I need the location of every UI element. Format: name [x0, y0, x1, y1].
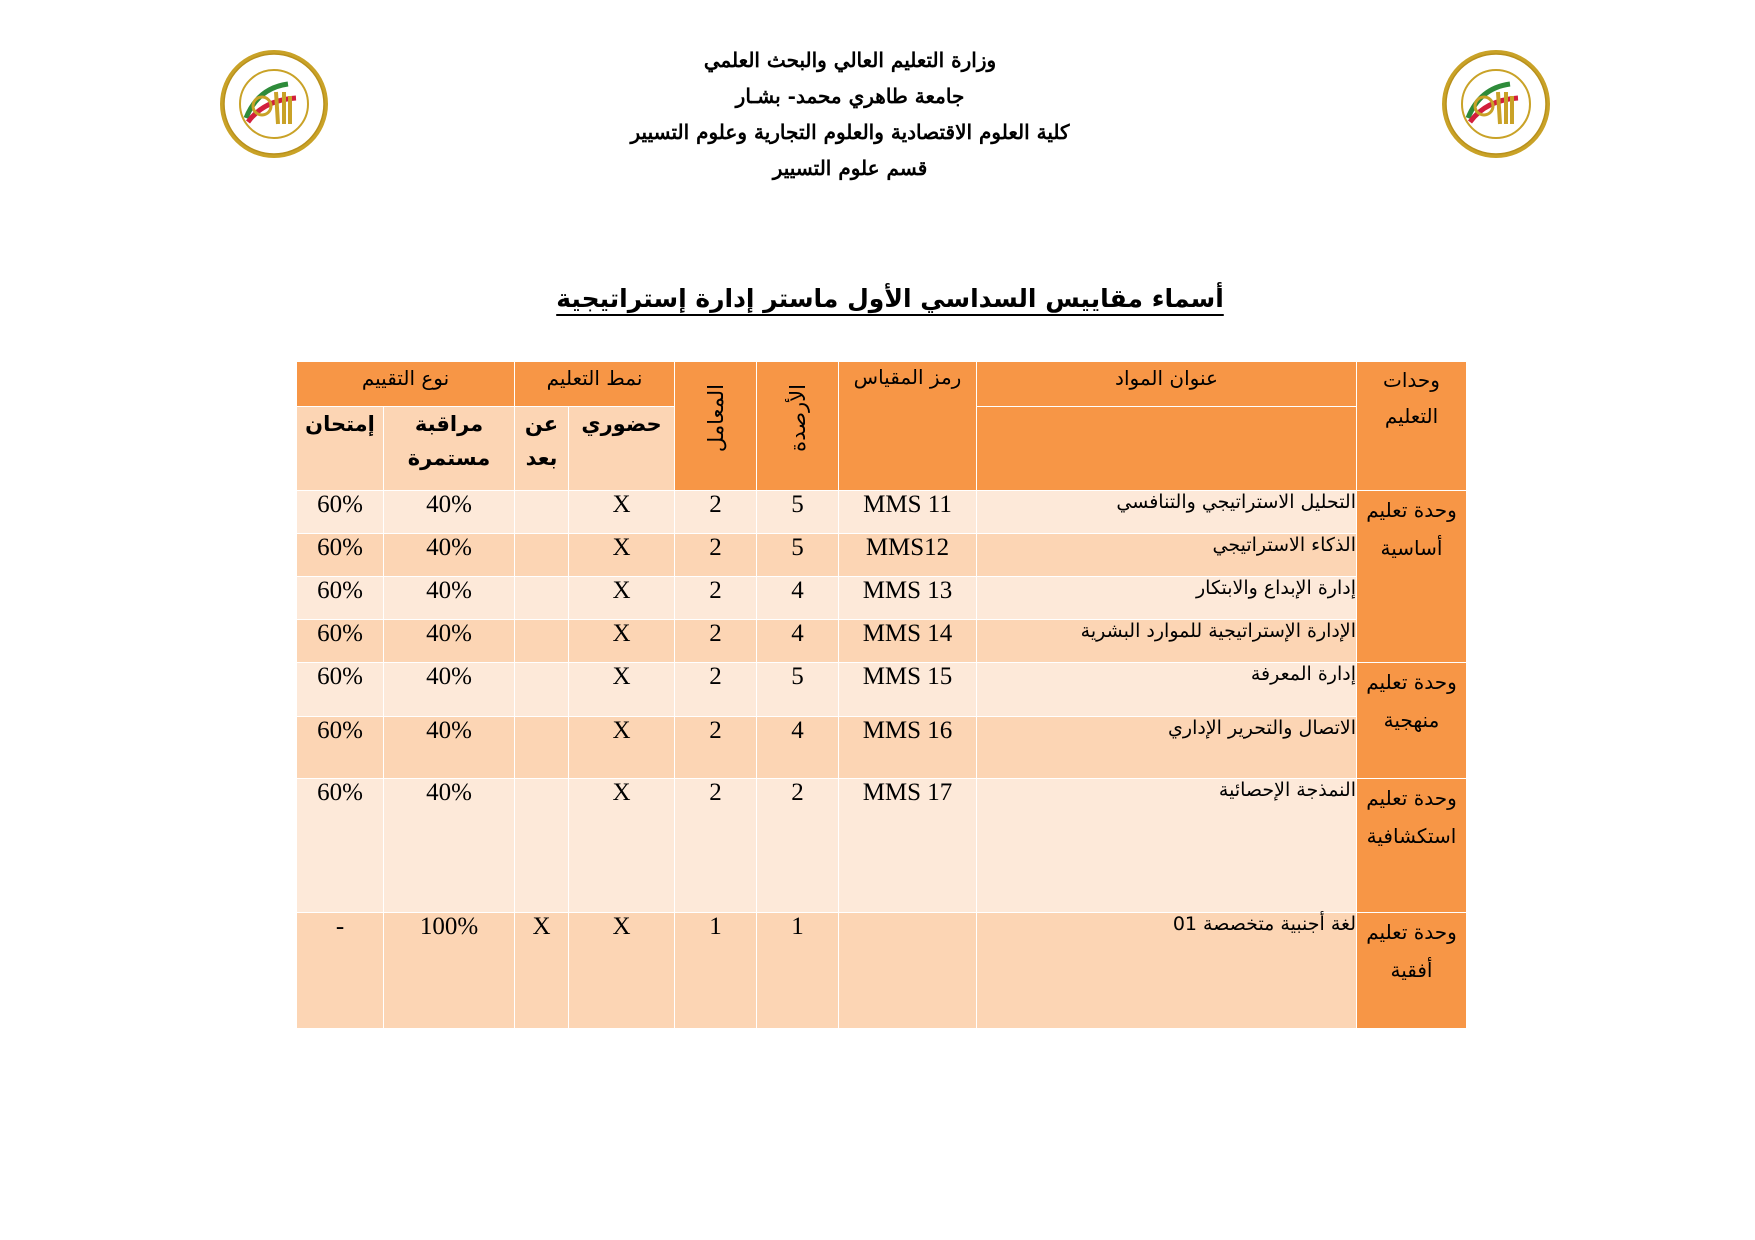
subject-cell: إدارة الإبداع والابتكار [977, 577, 1357, 620]
table-row [297, 717, 1467, 779]
presential-cell: X [569, 717, 675, 779]
header-presential: حضوري [569, 407, 675, 491]
table-row [297, 491, 1467, 534]
code-cell: MMS 14 [839, 620, 977, 663]
subject-cell: التحليل الاستراتيجي والتنافسي [977, 491, 1357, 534]
exam-cell: 60% [297, 717, 384, 779]
exam-cell: 60% [297, 534, 384, 577]
exam-cell: 60% [297, 620, 384, 663]
table-row [297, 620, 1467, 663]
header-subject-blank [977, 407, 1357, 491]
subject-cell: الاتصال والتحرير الإداري [977, 717, 1357, 779]
remote-cell [515, 577, 569, 620]
presential-cell: X [569, 534, 675, 577]
exam-cell: 60% [297, 577, 384, 620]
department-line: قسم علوم التسيير [772, 156, 928, 180]
unit-label: وحدة تعليم استكشافية [1357, 779, 1467, 913]
remote-cell [515, 534, 569, 577]
table-row [297, 577, 1467, 620]
table-row [297, 779, 1467, 913]
remote-cell [515, 620, 569, 663]
coef-cell: 1 [675, 913, 757, 1029]
remote-cell: X [515, 913, 569, 1029]
exam-cell: 60% [297, 779, 384, 913]
university-line: جامعة طاهري محمد- بشـار [735, 84, 965, 108]
courses-table [296, 361, 1467, 1029]
document-header [540, 42, 1160, 186]
presential-cell: X [569, 913, 675, 1029]
coef-cell: 2 [675, 779, 757, 913]
exam-cell: 60% [297, 663, 384, 717]
presential-cell: X [569, 663, 675, 717]
page-title: أسماء مقاييس السداسي الأول ماستر إدارة إستراتيجية [556, 284, 1224, 313]
coef-cell: 2 [675, 620, 757, 663]
presential-cell: X [569, 577, 675, 620]
credits-cell: 5 [757, 491, 839, 534]
exam-cell: 60% [297, 491, 384, 534]
unit-label: وحدة تعليم أساسية [1357, 491, 1467, 663]
continuous-cell: 40% [384, 491, 515, 534]
credits-cell: 5 [757, 534, 839, 577]
code-cell: MMS 16 [839, 717, 977, 779]
coef-cell: 2 [675, 491, 757, 534]
continuous-cell: 40% [384, 779, 515, 913]
table-row [297, 534, 1467, 577]
header-exam: إمتحان [297, 407, 384, 491]
header-continuous: مراقبة مستمرة [384, 407, 515, 491]
presential-cell: X [569, 620, 675, 663]
code-cell: MMS12 [839, 534, 977, 577]
code-cell [839, 913, 977, 1029]
header-mode: نمط التعليم [515, 362, 675, 407]
remote-cell [515, 717, 569, 779]
coef-cell: 2 [675, 717, 757, 779]
faculty-logo-icon [218, 48, 330, 160]
credits-cell: 4 [757, 577, 839, 620]
table-row [297, 663, 1467, 717]
credits-cell: 4 [757, 620, 839, 663]
continuous-cell: 40% [384, 663, 515, 717]
header-remote: عن بعد [515, 407, 569, 491]
subject-cell: النمذجة الإحصائية [977, 779, 1357, 913]
code-cell: MMS 15 [839, 663, 977, 717]
header-coef: المعامل [675, 362, 757, 491]
coef-cell: 2 [675, 577, 757, 620]
faculty-logo-icon [1440, 48, 1552, 160]
header-units: وحدات التعليم [1357, 362, 1467, 491]
exam-cell: - [297, 913, 384, 1029]
code-cell: MMS 11 [839, 491, 977, 534]
table-row [297, 913, 1467, 1029]
header-credits: الأرصدة [757, 362, 839, 491]
coef-cell: 2 [675, 663, 757, 717]
ministry-line: وزارة التعليم العالي والبحث العلمي [703, 48, 997, 72]
unit-label: وحدة تعليم أفقية [1357, 913, 1467, 1029]
subject-cell: الذكاء الاستراتيجي [977, 534, 1357, 577]
continuous-cell: 100% [384, 913, 515, 1029]
subject-cell: الإدارة الإستراتيجية للموارد البشرية [977, 620, 1357, 663]
continuous-cell: 40% [384, 534, 515, 577]
code-cell: MMS 17 [839, 779, 977, 913]
continuous-cell: 40% [384, 717, 515, 779]
presential-cell: X [569, 491, 675, 534]
header-subject: عنوان المواد [977, 362, 1357, 407]
presential-cell: X [569, 779, 675, 913]
continuous-cell: 40% [384, 620, 515, 663]
unit-label: وحدة تعليم منهجية [1357, 663, 1467, 779]
remote-cell [515, 663, 569, 717]
credits-cell: 4 [757, 717, 839, 779]
credits-cell: 5 [757, 663, 839, 717]
header-code: رمز المقياس [839, 362, 977, 491]
continuous-cell: 40% [384, 577, 515, 620]
credits-cell: 2 [757, 779, 839, 913]
credits-cell: 1 [757, 913, 839, 1029]
faculty-line: كلية العلوم الاقتصادية والعلوم التجارية وعلوم التسيير [630, 120, 1070, 144]
remote-cell [515, 779, 569, 913]
subject-cell: لغة أجنبية متخصصة 01 [977, 913, 1357, 1029]
coef-cell: 2 [675, 534, 757, 577]
code-cell: MMS 13 [839, 577, 977, 620]
remote-cell [515, 491, 569, 534]
subject-cell: إدارة المعرفة [977, 663, 1357, 717]
header-eval: نوع التقييم [297, 362, 515, 407]
